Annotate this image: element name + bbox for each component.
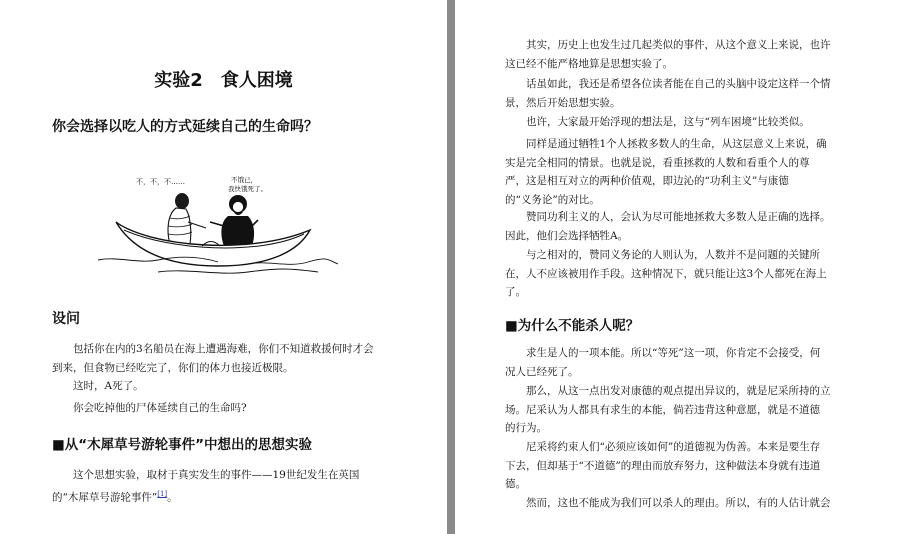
page-divider xyxy=(447,0,455,534)
section-mignonette-heading: ■从“木犀草号游轮事件”中想出的思想实验 xyxy=(52,437,312,453)
left-sailor-figure xyxy=(168,193,206,244)
boat-illustration xyxy=(98,160,338,280)
section-setup-heading: 设问 xyxy=(52,311,80,327)
paragraph-6: 与之相对的，赞同义务论的人则认为，人数并不是问题的关键所 在，人不应该被用作手段。这种情况下，就只能让这3个人都死在海上 了。 xyxy=(505,249,827,298)
boat-hull xyxy=(116,222,310,266)
speech-right-line2: 我快饿死了。 xyxy=(228,185,267,193)
paragraph-4: 同样是通过牺牲1个人拯救多数人的生命，从这层意义上来说，确 实是完全相同的情景。也就是说，看重拯救的人数和看重个人的尊 严，这是相互对立的两种价值观，即边沁的“功利主义”与康德 的“义务论”的对比。 xyxy=(505,138,827,206)
paragraph-1: 其实，历史上也发生过几起类似的事件，从这个意义上来说，也许 这已经不能严格地算是思想实验了。 xyxy=(505,39,831,70)
chapter-title: 实验2 食人困境 xyxy=(154,70,293,91)
footnote-link[interactable]: [1] xyxy=(157,489,168,498)
left-page xyxy=(0,0,447,534)
mignonette-paragraph: 这个思想实验，取材于真实发生的事件——19世纪发生在英国 的“木犀草号游轮事件”[1]。 xyxy=(52,469,360,503)
paragraph-10: 然而，这也不能成为我们可以杀人的理由。所以，有的人估计就会 xyxy=(526,497,831,509)
paragraph-2: 话虽如此，我还是希望各位读者能在自己的头脑中设定这样一个情 景，然后开始思想实验。 xyxy=(505,78,831,109)
paragraph-8: 那么，从这一点出发对康德的观点提出异议的，就是尼采所持的立 场。尼采认为人都具有求生的本能，倘若违背这种意愿，就是不道德 的行为。 xyxy=(505,385,831,434)
paragraph-3: 也许，大家最开始浮现的想法是，这与“列车困境”比较类似。 xyxy=(526,116,810,128)
speech-left-text: 不，不，不…… xyxy=(136,178,185,186)
paragraph-5: 赞同功利主义的人，会认为尽可能地拯救大多数人是正确的选择。 因此，他们会选择牺牲A。 xyxy=(505,211,831,242)
wave-line xyxy=(158,269,318,273)
paragraph-7: 求生是人的一项本能。所以“等死”这一项，你肯定不会接受，何 况人已经死了。 xyxy=(505,347,821,378)
speech-right-line1: 不饿已， xyxy=(231,176,257,184)
setup-paragraph-2: 这时，A死了。 xyxy=(73,380,144,392)
question-heading: 你会选择以吃人的方式延续自己的生命吗？ xyxy=(52,119,318,135)
section-why-not-kill-heading: ■为什么不能杀人呢？ xyxy=(505,318,640,334)
right-page xyxy=(455,0,900,534)
paragraph-9: 尼采将约束人们“必须应该如何”的道德视为伪善。本来是要生存 下去，但却基于“不道德”的理由而放弃努力，这种做法本身就有违道 德。 xyxy=(505,441,821,490)
setup-paragraph-3: 你会吃掉他的尸体延续自己的生命吗? xyxy=(73,402,247,414)
right-sailor-figure xyxy=(210,195,258,246)
setup-paragraph-1: 包括你在内的3名船员在海上遭遇海难，你们不知道救援何时才会 到来，但食物已经吃完了，你们的体力也接近极限。 xyxy=(52,343,374,374)
